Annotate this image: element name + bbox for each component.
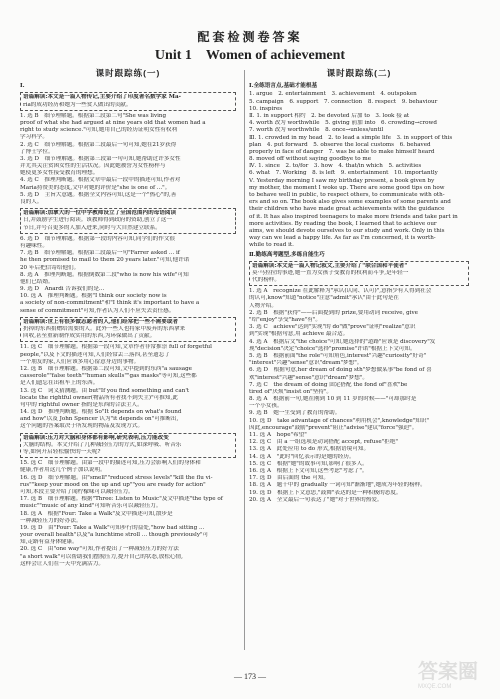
vocab-answers xyxy=(249,91,469,249)
reading-box-right xyxy=(249,261,469,287)
summary-line: ria的成功经历和她为一些贫人做出的贡献。 xyxy=(23,101,132,108)
answer-line: 13. 选 C 词义猜测题。由 but"If you find something and can't xyxy=(20,387,190,394)
watermark-logo xyxy=(418,655,490,690)
answer-line: 的认可,know"知道"notice"注意"admit"承认"由于此句是在 xyxy=(249,295,399,302)
answer-line: their children who have made great achievements with the guidance xyxy=(249,206,445,213)
answer-line: 11. 选 A hope"希望" xyxy=(249,432,307,439)
answer-line: 良的人。 xyxy=(20,199,43,206)
answer-line: Ⅲ. 1. crowded in my head 2. to lead a simple life 3. in support of this xyxy=(249,134,453,141)
answer-line: 1. argue 2. entertainment 3. achievement 4. outspoken xyxy=(249,91,417,98)
summary-line: 莫·马拉拉的事迹,她一直为女孩子受教育的权利而斗争,是年轻一 xyxy=(252,269,409,276)
answer-line: 8. 选 A 根据前一句,她在刚到 10 到 11 岁的时候——"可却那时是 xyxy=(249,396,417,403)
answer-line: Ⅳ. 1. since 2. to/for 3. how 4. that/in which 5. activities xyxy=(249,163,422,170)
right-column-title: 课时跟踪练(二) xyxy=(326,68,392,78)
answer-line: 18. 选 A 题干中的 gradually 一词可知"渐渐地",她成为年轻的榜样。 xyxy=(249,482,426,489)
reading-box-2 xyxy=(20,208,236,234)
answer-line: sense of commitment"可知,作者认为人们不应失去责任感。 xyxy=(20,307,175,314)
answer-line: 到"实现"根据句意,用 achieve 最合适。 xyxy=(249,331,349,338)
answer-line: 并尤其关注贫困女性的生活状况。因此她被誉为女性榜样与 xyxy=(20,163,166,170)
answer-line: "给"enjoy"享受"have"有"。 xyxy=(249,317,321,324)
answer-line: 人物介绍。 xyxy=(249,302,277,309)
summary-line: 语篇解读:本文是一篇人物传记,主要介绍了印度著名数学家 Ma- xyxy=(23,94,181,101)
answer-line: 2. 选 B 根据"获得"——后面提到的 prize,要用动词 receive, give xyxy=(249,309,418,316)
reading-box-4 xyxy=(20,433,236,459)
answer-line: 4. 选 A 根据后文"the choice"可知,她选择的"道路"应该是 discovery"发 xyxy=(249,338,436,345)
answer-line: 因此,encourage"鼓励"prevent"阻止"advise"建议"force"强迫"。 xyxy=(249,424,418,431)
answer-line: tired of"厌烦"insist on"坚持"。 xyxy=(249,388,332,395)
answer-line: Ⅴ. Yesterday morning I saw my birthday present, a book given by xyxy=(249,177,435,184)
answer-line: proof of what she had argued at nine years old that women had a xyxy=(20,119,206,126)
answer-line: 健康,作者用这几个例子加以说明。 xyxy=(20,467,106,474)
answer-line: music""music of any kind"可知听音乐可以减轻压力。 xyxy=(20,503,162,510)
answer-line: Ⅱ. 1. in support 相约 2. be devoted 后加 to 3. look 接 at xyxy=(249,112,410,119)
summary-line: 代的榜样。 xyxy=(252,277,280,284)
answer-line: 了博士学位。 xyxy=(20,148,54,155)
answer-line: he then promised to mail to them 20 years later."可知,他许诺 xyxy=(20,257,190,264)
answer-line: 7. 选 B 细节理解题。根据第二段最后一句"Farrer asked ... if xyxy=(20,250,180,257)
answer-line: 5. campaign 6. support 7. connection 8. respect 9. behaviour xyxy=(249,98,438,105)
left-column xyxy=(20,66,236,568)
left-section-intro: Ⅰ. xyxy=(20,83,25,90)
answer-line: 6. 选 D 细节理解题。根据第一段的内容可知,同学们的作文很 xyxy=(20,235,176,242)
answer-line: 7. 选 C the dream of doing 固定搭配 the fond of"喜欢"be xyxy=(249,381,408,388)
answer-line: while to read it. xyxy=(249,242,294,249)
answer-line: 6. what 7. Working 8. is left 9. entertainment 10. importantly xyxy=(249,170,438,177)
summary-line: 回收,甚至重新制作成实用的东西,为环保做出了贡献。 xyxy=(23,333,156,340)
right-section-2-heading: Ⅱ.勤练高考题型,多练自能生巧 xyxy=(249,251,325,258)
reading-box-1 xyxy=(20,92,236,110)
answer-line: 5. 选 B 根据前面"the role"可知角色,interest"兴趣"curiosity"好奇" xyxy=(249,352,427,359)
answer-line: 一个小女孩。 xyxy=(249,403,283,410)
answer-line: 17. 选 D 由后面的 the 可知。 xyxy=(249,475,329,482)
answer-line: Maria持赞美的态度,文中对她的评价是"she is one of ..."。 xyxy=(20,184,171,191)
answer-line: plan 4. put forward 5. observe the local customs 6. behaved xyxy=(249,141,431,148)
summary-line: 节日,并号召更多的人加入进来,同时与大自然建立联系。 xyxy=(23,224,161,231)
answer-line: 他们已结婚。 xyxy=(20,278,54,285)
answer-line: 20. 选 C 由"one way"可知,作者提出了一种减轻压力的好方法 xyxy=(20,546,179,553)
answer-line: 她使更多女性接受教育的理想。 xyxy=(20,170,99,177)
answer-line: 4. worth 改为 worthwhile 5. giving 前加 into 6. crowding→crowd xyxy=(249,120,437,127)
answer-line: way can we lead a happy life. As far as I'm concerned, it is worth- xyxy=(249,235,436,242)
summary-line: 语篇解读:加拿大的一位中学教师设立了全国范围内的母语阅读 xyxy=(23,210,177,217)
answer-line: 学习科学。 xyxy=(20,134,48,141)
answer-line: 10. inspires xyxy=(249,105,283,112)
answer-line: and how"以及 John Spencer 认为"it depends on"可推断出, xyxy=(20,416,179,423)
reading-box-3 xyxy=(20,317,236,343)
answer-line: 句中的 rightful owner 指的是东西的合法主人。 xyxy=(20,401,143,408)
right-column xyxy=(249,66,469,504)
summary-line: 语篇解读:压力对大脑和身体都有影响,研究表明,压力能改变 xyxy=(23,434,169,441)
answer-line: 1. 选 B 细节理解题。根据第二段第二句"She was living xyxy=(20,112,167,119)
summary-line: 日,并鼓励学生进行阅读。该教师得到政府的资助,创立了这一 xyxy=(23,217,172,224)
summary-line: 语篇解读:世上有很多做志愿者的人,他们经常把一些不需要或者 xyxy=(23,318,179,325)
answer-line: 一种减轻压力的好办法。 xyxy=(20,517,82,524)
summary-line: 等,如何开启轻松愉快的一天呢? xyxy=(23,449,101,456)
answer-line: people,"以及下文的描述可知,人们经常丢三落四,甚至遗忘了 xyxy=(20,351,170,358)
answer-line: 3. 选 D 细节理解题。根据第三段第一句可知,她帮助过许多女性 xyxy=(20,155,181,162)
answer-line: 这样会让人们在一天中充满活力。 xyxy=(20,560,104,567)
answer-line: to behave well in public, to respect others, to communicate with oth- xyxy=(249,192,445,199)
cloze-answers xyxy=(249,288,469,504)
answer-line: 9. 选 D Anardi 告诉我们的是... xyxy=(20,286,105,293)
answer-line: casserole""false teeth""human skulls""gas masks"等可知,这些都 xyxy=(20,373,197,380)
answer-line: "a short walk"可以帮助我们摆脱压力,提升自己的状态,放松心情, xyxy=(20,553,183,560)
answer-line: 一个朋友的家,人们应该多用心留意身边的事物。 xyxy=(20,358,140,365)
answer-line: right to study science."可知,她用自己的经历证明女性有权利 xyxy=(20,127,178,134)
answer-line: 7. worth 改为 worthwhile 8. once→unless/until xyxy=(249,127,384,134)
answer-line: 6. 选 D 根据句意,her dream of doing sth"梦想做某事"be fond of 喜 xyxy=(249,367,432,374)
answer-line: more activities. By reading the book, I learned that to achieve our xyxy=(249,220,437,227)
watermark-main: 答案圈 xyxy=(418,661,478,683)
summary-line: 语篇解读:本文是一篇人物记叙文,主要介绍了"联合国和平使者" xyxy=(252,262,408,269)
answer-line: 8. 选 A 推理判断题。根据倒数第二段"who is now his wife"可知 xyxy=(20,271,189,278)
answer-line: "interest"兴趣"sense"意识"dream"梦想"。 xyxy=(249,360,363,367)
watermark-sub: MXQE.COM xyxy=(418,684,452,690)
answer-line: 欢"interest"兴趣"sense"意识"dream"梦想"。 xyxy=(249,374,368,381)
summary-line: 扔掉的东西捐赠给需要的人。此外一些人也将家中废弃的东西拿来 xyxy=(23,326,186,333)
answers-group-4 xyxy=(20,460,236,568)
answer-line: of it. It has also inspired teenagers to make more friends and take part in xyxy=(249,213,458,220)
answer-line: ers and so on. The book also gives some examples of some parents and xyxy=(249,199,451,206)
answer-line: 10. 选 A 推理判断题。根据"I think our society now is xyxy=(20,293,167,300)
answers-group-3 xyxy=(20,344,236,430)
left-column-title: 课时跟踪练(一) xyxy=(95,68,161,78)
summary-line: 大脑的结构。本文介绍了几种减轻压力的方式,如深呼吸、听音乐 xyxy=(23,441,182,448)
answer-line: 知,走路有益身体健康。 xyxy=(20,539,78,546)
column-divider xyxy=(244,70,245,650)
answer-line: 15. 选 C 细节理解题。由第一段中的描述可知,压力会影响人们的身体和 xyxy=(20,460,201,467)
answer-line: 这个问题的答案取决于所发现的物品及发现方式。 xyxy=(20,423,144,430)
answer-line: 14. 选 A "此时"回忆表示的是她的经历。 xyxy=(249,453,355,460)
answer-line: 19. 选 D 由"Four: Take a Walk"可知步行的益处,"how bad sitting ... xyxy=(20,524,205,531)
answer-line: 16. 选 A 根据上下文可知,这些考虑"考虑了"。 xyxy=(249,467,368,474)
answer-line: 18. 选 A 根据"Four: Take a Walk"及文中描述可知,散步是 xyxy=(20,510,173,517)
answer-line: your overall health"以及"a lunchtime stroll ... though previously"可 xyxy=(20,532,209,539)
answer-line: 10. 选 D take advantage of chances"利用机会",knowledge"知识" xyxy=(249,417,430,424)
page-number: — 173 — xyxy=(234,672,266,681)
answer-line: locate the rightful owner(物品所有者找不到失主)"可推知,此 xyxy=(20,394,178,401)
answers-group-2 xyxy=(20,236,236,315)
answer-line: 8. moved off without saying goodbye to me xyxy=(249,156,372,163)
answer-line: 20 年后把信寄给他们。 xyxy=(20,264,80,271)
answer-line: 9. 选 B 她一生受到了教育的帮助。 xyxy=(249,410,341,417)
answer-line: 是人们遗忘在出租车上的东西。 xyxy=(20,380,99,387)
right-section-1-heading: Ⅰ.全练语言点,基础才能根基 xyxy=(249,83,318,90)
answers-group-1 xyxy=(20,113,236,206)
answer-line: 14. 选 D 推理判断题。根据 So"It depends on what's found xyxy=(20,409,182,416)
answer-line: 13. 选 A 此处应用 to do 形式,根据语境可知。 xyxy=(249,446,370,453)
answer-line: properly in face of danger 7. was be able to make himself heard xyxy=(249,148,435,155)
answer-line: 20. 选 A 全文最后一句表达了"她"对于世界的热爱。 xyxy=(249,496,383,503)
answer-line: 3. 选 C achieve"达到"实现"的 do"做"prove"证明"realize"意识 xyxy=(249,324,416,331)
answer-line: 5. 选 D 主旨大意题。根据全文内容可知,这是一个"热心"的,善 xyxy=(20,191,177,198)
answer-line: 19. 选 D 根据上下文意思,"鼓舞"表达的是一种积极的态度。 xyxy=(249,489,402,496)
answer-line: 现"decision"决定"choice"选择"promise"许诺"根据上下文可知。 xyxy=(249,345,416,352)
unit-title: Unit 1 Women of achievement xyxy=(154,48,346,63)
answer-line: 11. 选 C 细节理解题。根据第一段可知,文章作者非常推崇 full of forgetful xyxy=(20,344,212,351)
answer-line: 12. 选 B 细节理解题。根据第二段可知,文中提到的东西"a sausage xyxy=(20,365,192,372)
answer-line: 17. 选 B 细节理解题。根据"Three: Listen to Music"及文中描述"the type of xyxy=(20,496,223,503)
answer-line: rus""keep your mood on the up and up""you are ready for action" xyxy=(20,481,206,488)
answer-line: my mother, the moment I woke up. There are some good tips on how xyxy=(249,184,445,191)
answer-line: 16. 选 D 细节理解题。由"smell""reduced stress levels""kill the flu vi- xyxy=(20,474,213,481)
answer-line: 1. 选 A recognize 在此解释为"承认(认同、认可)",意指少有人得到社会 xyxy=(249,288,432,295)
answer-line: 2. 选 C 细节理解题。根据第二段最后一句可知,她在21岁获得 xyxy=(20,141,177,148)
answer-line: 12. 选 C 由 a 一组选项是动词搭配 accept, refuse"拒绝" xyxy=(249,439,398,446)
answer-line: 4. 选 C 推理判断题。根据文章中最后一段中的描述可知,作者对 xyxy=(20,177,181,184)
page-title: 配套检测卷答案 xyxy=(197,30,303,44)
answer-line: 15. 选 C 根据"她"的故事可知,影响了很多人。 xyxy=(249,460,368,467)
answer-line: 可知,本段主要介绍了闻柠檬味可以减轻压力。 xyxy=(20,488,134,495)
answer-line: a society of non-commitment"和"I think it's important to have a xyxy=(20,300,200,307)
answer-line: aims, we should devote ourselves to our study and work. Only in this xyxy=(249,227,445,234)
answer-line: 有趣味性。 xyxy=(20,242,48,249)
